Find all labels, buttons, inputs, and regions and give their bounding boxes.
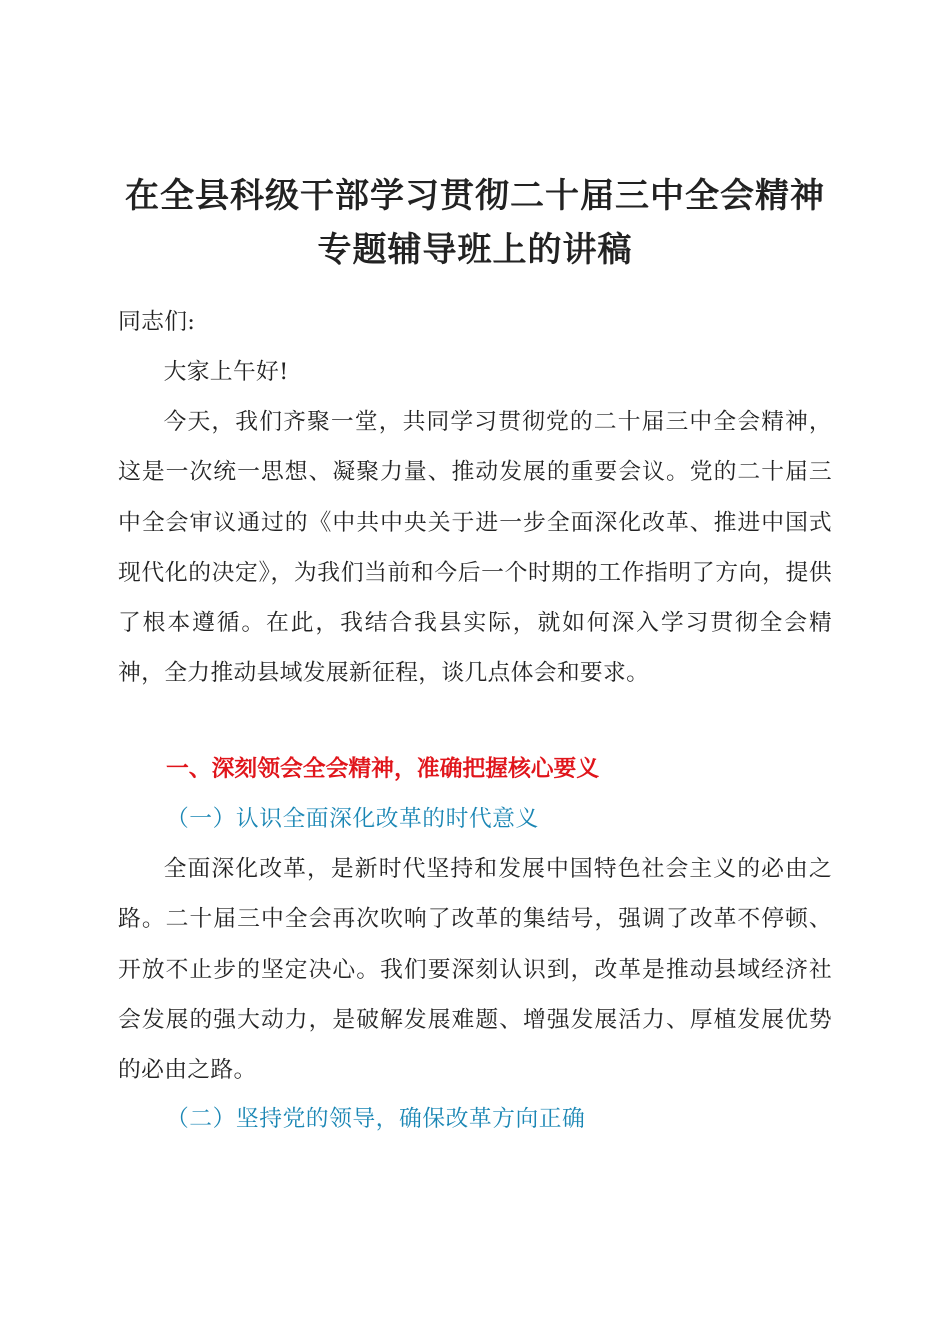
section-heading-1: 一、深刻领会全会精神，准确把握核心要义 [166, 756, 600, 782]
subsection-heading-2: （二）坚持党的领导，确保改革方向正确 [166, 1106, 586, 1132]
document-title-line1: 在全县科级干部学习贯彻二十届三中全会精神 [125, 176, 825, 216]
document-title-line2: 专题辅导班上的讲稿 [317, 230, 633, 270]
greeting: 大家上午好! [163, 359, 289, 385]
paragraph-reform-significance: 全面深化改革，是新时代坚持和发展中国特色社会主义的必由之路。二十届三中全会再次吹响了改革的集结号，强调了改革不停顿、开放不止步的坚定决心。我们要深刻认识到，改革是推动县域经济社会发展的强大动力，是破解发展难题、增强发展活力、厚植发展优势的必由之路。 [118, 856, 832, 1084]
paragraph-intro: 今天，我们齐聚一堂，共同学习贯彻党的二十届三中全会精神，这是一次统一思想、凝聚力量、推动发展的重要会议。党的二十届三中全会审议通过的《中共中央关于进一步全面深化改革、推进中国式现代化的决定》，为我们当前和今后一个时期的工作指明了方向，提供了根本遵循。在此，我结合我县实际，就如何深入学习贯彻全会精神，全力推动县域发展新征程，谈几点体会和要求。 [118, 409, 832, 687]
subsection-heading-1: （一）认识全面深化改革的时代意义 [166, 806, 539, 832]
salutation: 同志们: [118, 309, 196, 335]
